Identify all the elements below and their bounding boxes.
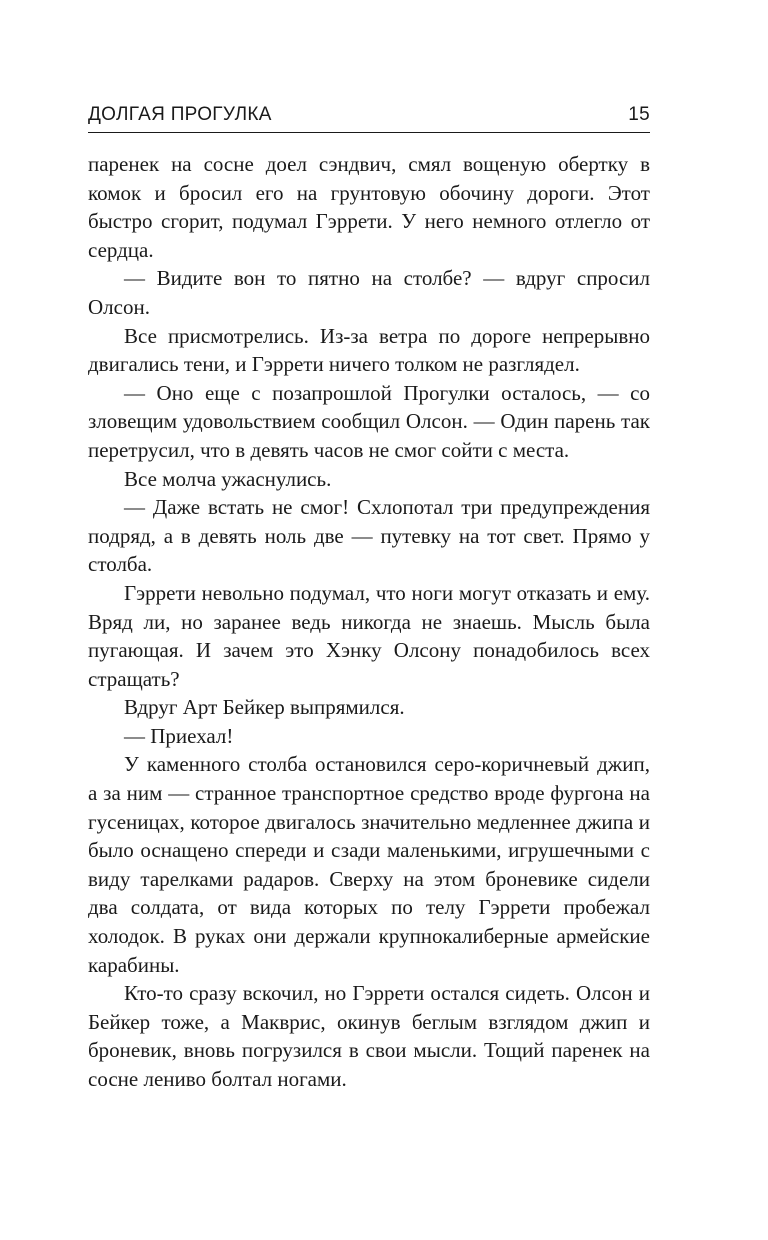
paragraph-4: — Оно еще с позапрошлой Прогулки осталось, — со зловещим удовольствием сообщил Олсон. — Один парень так перетрусил, что в девять часов не смог сойти с места.	[88, 380, 650, 462]
paragraph-6: — Даже встать не смог! Схлопотал три предупреждения подряд, а в девять ноль две — путевку на тот свет. Прямо у столба.	[88, 495, 650, 577]
body-text	[88, 150, 650, 1094]
paragraph-7: Гэррети невольно подумал, что ноги могут отказать и ему. Вряд ли, но заранее ведь никогда не знаешь. Мысль была пугающая. И зачем это Хэнку Олсону понадобилось всех стращать?	[88, 580, 650, 691]
paragraph-3: Все присмотрелись. Из-за ветра по дороге непрерывно двигались тени, и Гэррети ничего толком не разглядел.	[88, 323, 650, 377]
paragraph-8: Вдруг Арт Бейкер выпрямился.	[124, 695, 405, 720]
paragraph-10: У каменного столба остановился серо-коричневый джип, а за ним — странное транспортное средство вроде фургона на гусеницах, которое двигалось значительно медленнее джипа и было оснащено спереди и сзади маленькими, игрушечными с виду тарелками радаров. Сверху на этом броневике сидели два солдата, от вида которых по телу Гэррети пробежал холодок. В руках они держали крупнокалиберные армейские карабины.	[88, 752, 650, 977]
running-header	[88, 104, 650, 133]
paragraph-1: паренек на сосне доел сэндвич, смял вощеную обертку в комок и бросил его на грунтовую обочину дороги. Этот быстро сгорит, подумал Гэррети. У него немного отлегло от сердца.	[88, 152, 650, 262]
page-number: 15	[628, 104, 650, 125]
book-page	[88, 104, 650, 1094]
paragraph-5: Все молча ужаснулись.	[124, 466, 332, 491]
paragraph-2: — Видите вон то пятно на столбе? — вдруг спросил Олсон.	[88, 266, 650, 319]
book-title: ДОЛГАЯ ПРОГУЛКА	[88, 104, 272, 125]
paragraph-9: — Приехал!	[124, 723, 234, 748]
paragraph-11: Кто-то сразу вскочил, но Гэррети остался сидеть. Олсон и Бейкер тоже, а Макврис, окинув беглым взглядом джип и броневик, вновь погрузился в свои мысли. Тощий паренек на сосне лениво болтал ногами.	[88, 981, 650, 1091]
